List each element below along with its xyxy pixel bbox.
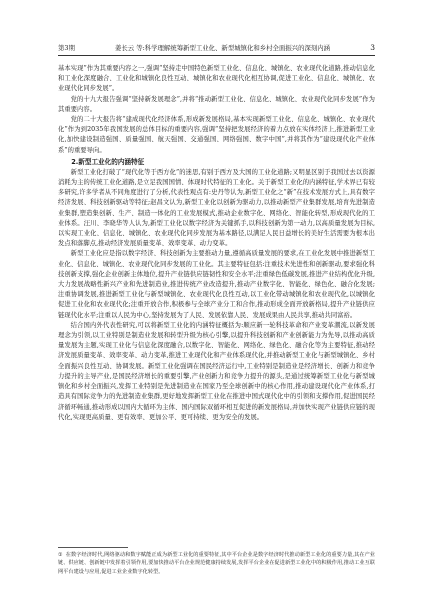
running-head	[58, 44, 375, 52]
footnote-text: 在数字经济时代,网络驱动和数字赋能正成为新型工业化的重要特征,其中平台企业是数字经济时代推动新型工业化的重要力量,其在产业链、供应链、创新链中发挥着引领作用,要加快推动平台企业规范健康持续发展,发挥平台企业在促进新型工业化中的积极作用,推动工业互联网平台建设与应用,促进工业企业数字化转型。	[58, 552, 375, 575]
issue-label: 第3期	[58, 44, 75, 52]
paragraph: 新型工业化打破了“现代化等于西方化”的迷思,有别于西方及大国的工业化道路;又明显区别于我国过去以资源消耗为主的传统工业化道路,是立足我国国情、体现时代特征的工业化。关于新型工业化的内涵特征,学术界已有较多研究,许多学者从不同角度进行了分析,代表性观点有:史丹等认为,新型工业化之“新”在技术发展方式上,具有数字经济发展、科技创新驱动等特征;赵昌文认为,新型工业化以创新为驱动力,以推动新型产业集群发展,培育先进制造业集群,塑造集创新、生产、制造一体化的工业发展模式,推动企业数字化、网络化、智能化转型,形成现代化的工业体系。汪川、李晓华等人认为,新型工业化以数字经济为关键抓手,以科技创新为第一动力,以高质量发展为目标,以实现工业化、信息化、城镇化、农业现代化同步发展为基本路径,以满足人民日益增长的美好生活需要为根本出发点和落脚点,推动经济发展质量变革、效率变革、动力变革。	[58, 168, 375, 248]
running-title: 姜长云 等:科学理解统筹新型工业化、新型城镇化和乡村全面振兴的深刻内涵	[115, 44, 331, 52]
footnote-rule	[58, 547, 128, 548]
header-rule	[58, 55, 375, 56]
paragraph: 结合国内外代表性研究,可以将新型工业化的内涵特征概括为:顺应新一轮科技革命和产业变革潮流,以新发展理念为引领,以工业特别是制造业发展和转型升级为核心引擎,以提升科技创新和产业创新能力为先导,以推动高质量发展为主题,实现工业化与信息化深度融合,以数字化、智能化、网络化、绿色化、融合化等为主要特征,推动经济发展质量变革、效率变革、动力变革,推进工业现代化和产业体系现代化,并推动新型工业化与新型城镇化、乡村全面振兴良性互动、协调发展。新型工业化强调在国民经济运行中,工业特别是制造业是经济增长、创新力和竞争力提升的主导产业,是国民经济增长的重要引擎,产业创新力和竞争力提升的源头,是通过统筹新型工业化与新型城镇化和乡村全面振兴,发挥工业特别是先进制造业在国家乃至全球创新中的核心作用,推动建设现代化产业体系,打造具有国际竞争力的先进制造业集群,更好地发挥新型工业化在推进中国式现代化中的引领和支撑作用,促进国民经济循环畅通,推动形成以国内大循环为主体、国内国际双循环相互促进的新发展格局,并加快实现产业链供应链的现代化,实现更高质量、更有效率、更加公平、更可持续、更为安全的发展。	[58, 321, 375, 421]
paragraph: 新型工业化应是指以数字经济、科技创新为主要推动力量,遵循高质量发展的要求,在工业化发展中推进新型工业化、信息化、城镇化、农业现代化同步发展的工业化。其主要特征包括:注重技术先进性和创新驱动,要求强化科技创新支撑,强化企业创新主体地位,提升产业链供应链韧性和安全水平;注重绿色低碳发展,推进产业结构优化升级,大力发展战略性新兴产业和先进制造业,推进传统产业改造提升,推动产业数字化、智能化、绿色化、融合化发展;注重协调发展,推进新型工业化与新型城镇化、农业现代化良性互动,以工业化带动城镇化和农业现代化,以城镇化促进工业化和农业现代化;注重开放合作,积极参与全球产业分工和合作,推动形成全面开放新格局,提升产业链供应链现代化水平;注重以人民为中心,坚持发展为了人民、发展依靠人民、发展成果由人民共享,推动共同富裕。	[58, 250, 375, 319]
paragraph: 党的十九大报告强调“坚持新发展理念”,并将“推动新型工业化、信息化、城镇化、农业现代化同步发展”作为其重要内容。	[58, 95, 375, 113]
paragraph: 基本实现”作为其重要内容之一,强调“坚持走中国特色新型工业化、信息化、城镇化、农业现代化道路,推动信息化和工业化深度融合、工业化和城镇化良性互动、城镇化和农业现代化相互协调,促进工业化、信息化、城镇化、农业现代化同步发展”。	[58, 65, 375, 93]
page-number: 3	[370, 43, 375, 52]
body-text	[58, 64, 375, 423]
section-heading: 2.新型工业化的内涵特征	[71, 157, 145, 166]
paragraph: 党的二十大报告将“建成现代化经济体系,形成新发展格局,基本实现新型工业化、信息化、城镇化、农业现代化”作为到2035年我国发展的总体目标的重要内容,强调“坚持把发展经济的着力点放在实体经济上,推进新型工业化,加快建设制造强国、质量强国、航天强国、交通强国、网络强国、数字中国”,并将其作为“建设现代化产业体系”的重要导向。	[58, 116, 375, 154]
footnote	[58, 551, 375, 576]
footnote-mark: ①	[58, 552, 63, 558]
